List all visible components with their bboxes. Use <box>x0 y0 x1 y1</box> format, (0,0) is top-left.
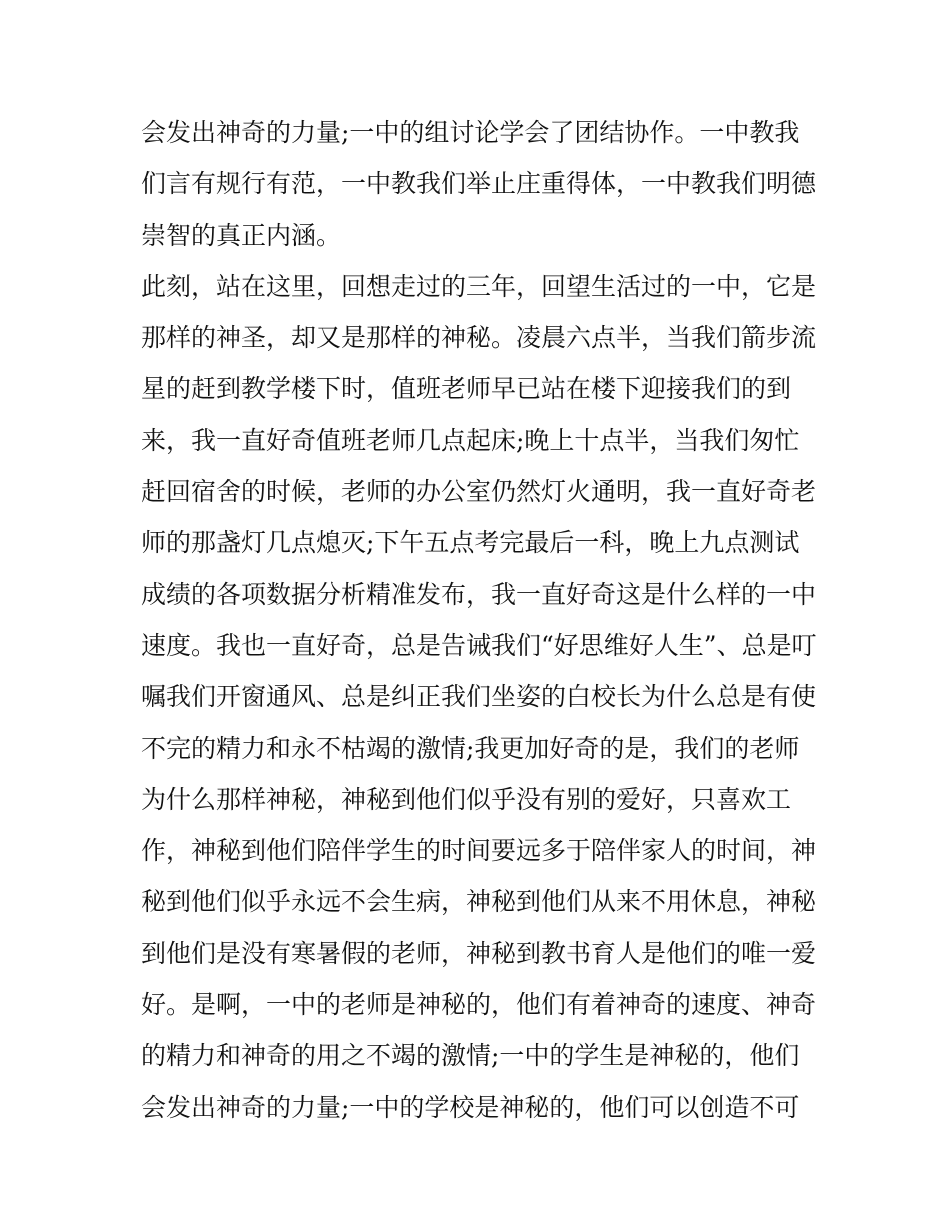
text-line: 星的赶到教学楼下时，值班老师早已站在楼下迎接我们的到 <box>141 374 792 404</box>
text-line: 来，我一直好奇值班老师几点起床;晚上十点半，当我们匆忙 <box>141 425 800 455</box>
text-line: 为什么那样神秘，神秘到他们似乎没有别的爱好，只喜欢工 <box>141 784 792 814</box>
text-line: 崇智的真正内涵。 <box>141 220 342 250</box>
text-line: 赶回宿舍的时候，老师的办公室仍然灯火通明，我一直好奇老 <box>141 477 817 507</box>
text-line: 速度。我也一直好奇，总是告诫我们“好思维好人生”、总是叮 <box>141 630 817 660</box>
text-line: 嘱我们开窗通风、总是纠正我们坐姿的白校长为什么总是有使 <box>141 682 817 712</box>
text-line: 那样的神圣，却又是那样的神秘。凌晨六点半，当我们箭步流 <box>141 323 817 353</box>
text-line: 们言有规行有范，一中教我们举止庄重得体，一中教我们明德 <box>141 169 817 199</box>
text-line: 到他们是没有寒暑假的老师，神秘到教书育人是他们的唯一爱 <box>141 938 817 968</box>
text-line: 成绩的各项数据分析精准发布，我一直好奇这是什么样的一中 <box>141 579 817 609</box>
text-line: 作，神秘到他们陪伴学生的时间要远多于陪伴家人的时间，神 <box>141 836 817 866</box>
body-text <box>141 107 821 1133</box>
text-line: 会发出神奇的力量;一中的组讨论学会了团结协作。一中教我 <box>141 118 800 147</box>
text-line: 秘到他们似乎永远不会生病，神秘到他们从来不用休息，神秘 <box>141 887 817 917</box>
text-line: 师的那盏灯几点熄灭;下午五点考完最后一科，晚上九点测试 <box>141 528 800 558</box>
text-line: 此刻，站在这里，回想走过的三年，回望生活过的一中，它是 <box>141 271 817 301</box>
text-line: 好。是啊，一中的老师是神秘的，他们有着神奇的速度、神奇 <box>141 990 817 1020</box>
text-line: 会发出神奇的力量;一中的学校是神秘的，他们可以创造不可 <box>141 1092 800 1122</box>
text-line: 的精力和神奇的用之不竭的激情;一中的学生是神秘的，他们 <box>141 1041 800 1071</box>
text-line: 不完的精力和永不枯竭的激情;我更加好奇的是，我们的老师 <box>141 733 800 763</box>
